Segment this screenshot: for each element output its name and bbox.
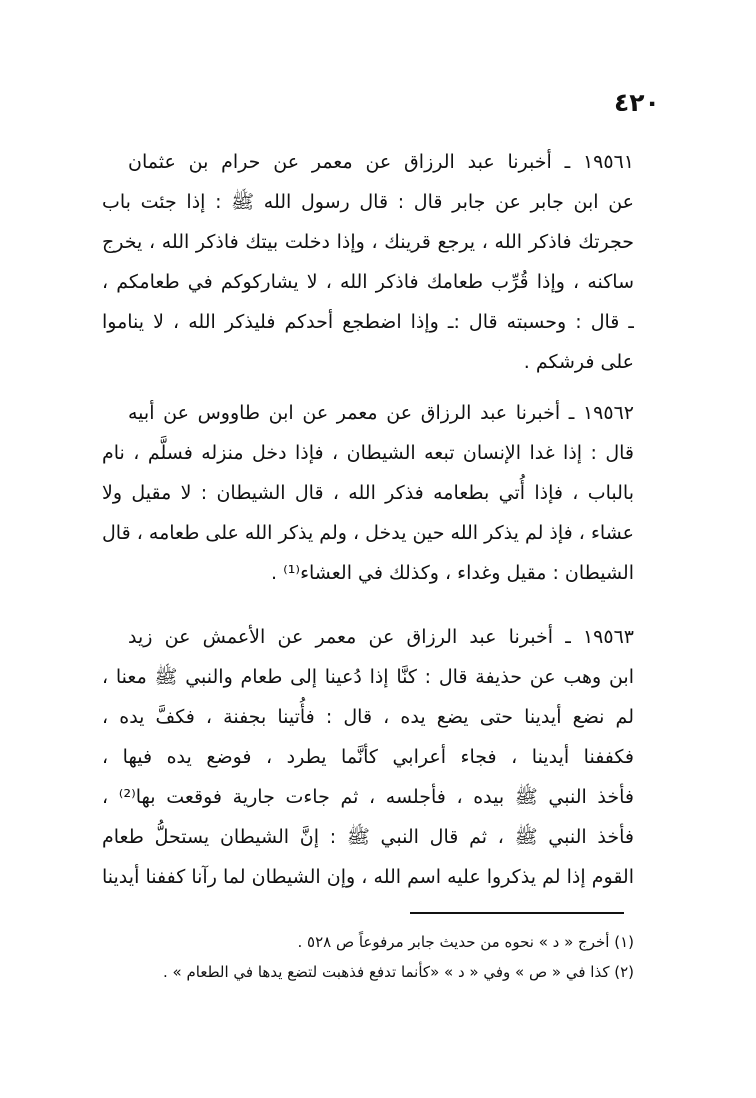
text-line: ابن وهب عن حذيفة قال : كنَّا إذا دُعينا إلى طعام والنبي ﷺ معنا ، xyxy=(102,666,634,688)
text-line: ـ قال : وحسبته قال :ـ وإذا اضطجع أحدكم فليذكر الله ، لا يناموا xyxy=(102,311,634,333)
footnote: (٢) كذا في « ص » وفي « د » «كأنما تدفع فذهبت لتضع يدها في الطعام » . xyxy=(163,963,634,981)
text-line: ساكنه ، وإذا قُرِّب طعامك فاذكر الله ، لا يشاركوكم في طعامكم ، xyxy=(102,271,634,293)
text-line: فأخذ النبي ﷺ بيده ، فأجلسه ، ثم جاءت جارية فوقعت بها⁽²⁾ ، xyxy=(102,786,634,808)
footnote-divider xyxy=(410,912,624,914)
footnote: (١) أخرج « د » نحوه من حديث جابر مرفوعاً ص ٥٢٨ . xyxy=(297,933,634,951)
text-line: فكففنا أيدينا ، فجاء أعرابي كأنَّما يطرد ، فوضع يده فيها ، xyxy=(102,746,634,768)
text-line: لم نضع أيدينا حتى يضع يده ، قال : فأُتينا بجفنة ، فكفَّ يده ، xyxy=(102,706,634,728)
text-line: ١٩٥٦١ ـ أخبرنا عبد الرزاق عن معمر عن حرام بن عثمان xyxy=(128,151,634,173)
text-line: عن ابن جابر عن جابر قال : قال رسول الله ﷺ : إذا جئت باب xyxy=(102,191,634,213)
text-line: حجرتك فاذكر الله ، يرجع قرينك ، وإذا دخلت بيتك فاذكر الله ، يخرج xyxy=(102,231,634,253)
text-line: عشاء ، فإذ لم يذكر الله حين يدخل ، ولم يذكر الله على طعامه ، قال xyxy=(102,522,634,544)
page-number: ٤٢٠ xyxy=(614,88,660,117)
text-line: ١٩٥٦٢ ـ أخبرنا عبد الرزاق عن معمر عن ابن طاووس عن أبيه xyxy=(128,402,634,424)
text-line: القوم إذا لم يذكروا عليه اسم الله ، وإن الشيطان لما رآنا كففنا أيدينا xyxy=(102,866,634,888)
text-line: ١٩٥٦٣ ـ أخبرنا عبد الرزاق عن معمر عن الأعمش عن زيد xyxy=(128,626,634,648)
text-line: بالباب ، فإذا أُتي بطعامه فذكر الله ، قال الشيطان : لا مقيل ولا xyxy=(102,482,634,504)
text-line: قال : إذا غدا الإنسان تبعه الشيطان ، فإذا دخل منزله فسلَّم ، نام xyxy=(102,442,634,464)
text-line: فأخذ النبي ﷺ ، ثم قال النبي ﷺ : إنَّ الشيطان يستحلُّ طعام xyxy=(102,826,634,848)
text-line: الشيطان : مقيل وغداء ، وكذلك في العشاء⁽¹⁾ . xyxy=(271,562,634,584)
text-line: على فرشكم . xyxy=(523,351,634,373)
